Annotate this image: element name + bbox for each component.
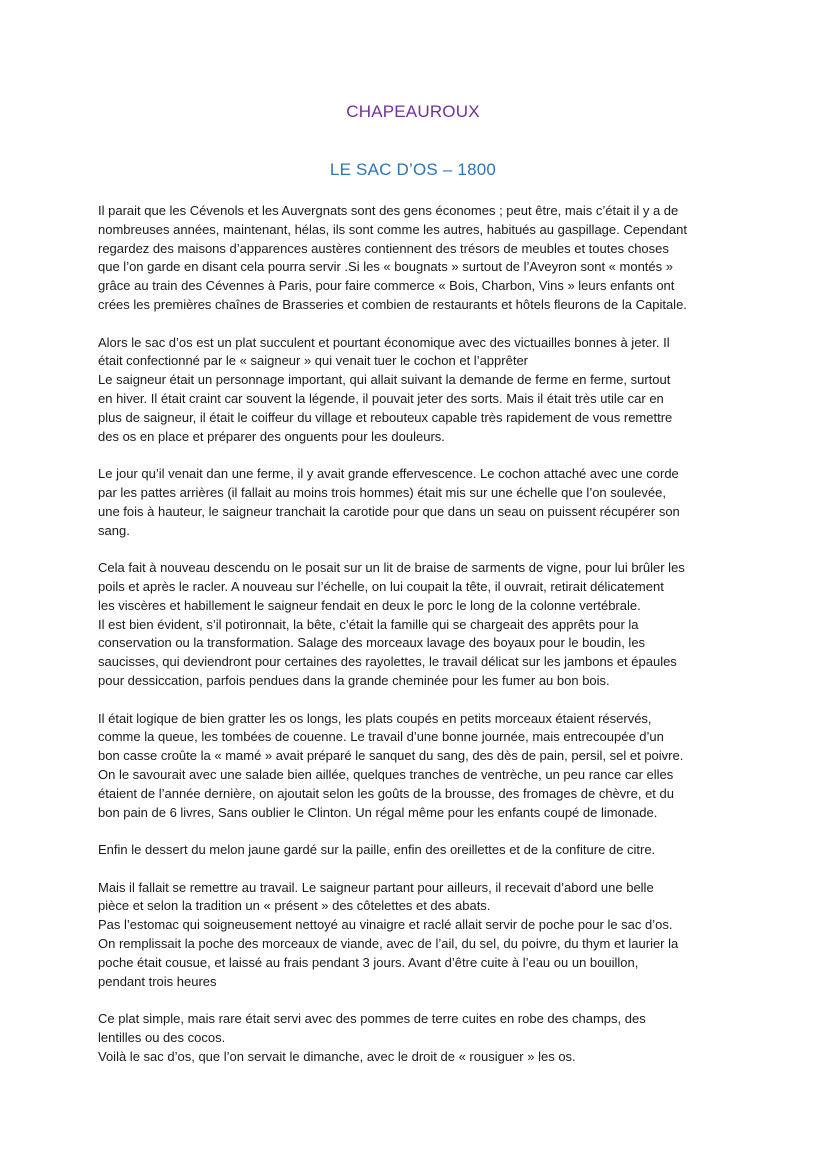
text-line: crées les premières chaînes de Brasseries et combien de restaurants et hôtels fleurons de la Capitale.	[98, 296, 687, 312]
text-line: Alors le sac d’os est un plat succulent et pourtant économique avec des victuailles bonnes à jeter. Il	[98, 334, 670, 350]
document-title: CHAPEAUROUX	[346, 102, 480, 121]
text-line: bon casse croûte la « mamé » avait préparé le sanquet du sang, des dès de pain, persil, sel et poivre.	[98, 748, 684, 764]
paragraph	[98, 202, 738, 315]
document-body	[98, 202, 738, 1085]
text-line: grâce au train des Cévennes à Paris, pour faire commerce « Bois, Charbon, Vins » leurs enfants ont	[98, 278, 675, 294]
text-line: On le savourait avec une salade bien aillée, quelques tranches de ventrèche, un peu rance car elles	[98, 766, 674, 782]
text-line: nombreuses années, maintenant, hélas, ils sont comme les autres, habitués au gaspillage. Cependant	[98, 221, 687, 237]
text-line: bon pain de 6 livres, Sans oublier le Clinton. Un régal même pour les enfants coupé de limonade.	[98, 804, 658, 820]
paragraph	[98, 710, 738, 823]
text-line: Le saigneur était un personnage important, qui allait suivant la demande de ferme en ferme, surtout	[98, 372, 671, 388]
text-line: en hiver. Il était craint car souvent la légende, il pouvait jeter des sorts. Mais il était très utile car en	[98, 390, 664, 406]
text-line: les viscères et habillement le saigneur fendait en deux le porc le long de la colonne vertébrale.	[98, 597, 641, 613]
text-line: On remplissait la poche des morceaux de viande, avec de l’ail, du sel, du poivre, du thym et laurier la	[98, 936, 679, 952]
paragraph	[98, 1010, 738, 1066]
text-line: Cela fait à nouveau descendu on le posait sur un lit de braise de sarments de vigne, pour lui brûler les	[98, 560, 685, 576]
text-line: Il est bien évident, s’il potironnait, la bête, c’était la famille qui se chargeait des apprêts pour la	[98, 616, 639, 632]
text-line: une fois à hauteur, le saigneur tranchait la carotide pour que dans un seau on puissent récupérer son	[98, 503, 680, 519]
text-line: Enfin le dessert du melon jaune gardé sur la paille, enfin des oreillettes et de la confiture de citre.	[98, 842, 656, 858]
paragraph	[98, 559, 738, 691]
paragraph	[98, 465, 738, 540]
text-line: des os en place et préparer des onguents pour les douleurs.	[98, 428, 445, 444]
text-line: conservation ou la transformation. Salage des morceaux lavage des boyaux pour le boudin, les	[98, 635, 646, 651]
text-line: par les pattes arrières (il fallait au moins trois hommes) était mis sur une échelle que l’on soulevée,	[98, 484, 666, 500]
text-line: Il était logique de bien gratter les os longs, les plats coupés en petits morceaux étaient réservés,	[98, 710, 652, 726]
text-line: plus de saigneur, il était le coiffeur du village et rebouteux capable très rapidement de vous remettre	[98, 409, 673, 425]
document-subtitle: LE SAC D’OS – 1800	[329, 160, 497, 179]
text-line: saucisses, qui deviendront pour certaines des rayolettes, le travail délicat sur les jambons et épaules	[98, 654, 677, 670]
text-line: Le jour qu’il venait dan une ferme, il y avait grande effervescence. Le cochon attaché avec une corde	[98, 466, 679, 482]
text-line: Voilà le sac d’os, que l’on servait le dimanche, avec le droit de « rousiguer » les os.	[98, 1048, 576, 1064]
text-line: lentilles ou des cocos.	[98, 1030, 226, 1046]
text-line: Pas l’estomac qui soigneusement nettoyé au vinaigre et raclé allait servir de poche pour le sac d’os.	[98, 917, 673, 933]
paragraph	[98, 879, 738, 992]
text-line: poils et après le racler. A nouveau sur l’échelle, on lui coupait la tête, il ouvrait, retirait délicatement	[98, 578, 664, 594]
paragraph	[98, 841, 738, 860]
text-line: que l’on garde en disant cela pourra servir .Si les « bougnats » surtout de l’Aveyron sont « montés »	[98, 259, 673, 275]
text-line: pièce et selon la tradition un « présent » des côtelettes et des abats.	[98, 898, 491, 914]
text-line: sang.	[98, 522, 130, 538]
text-line: Il parait que les Cévenols et les Auvergnats sont des gens économes ; peut être, mais c’était il y a de	[98, 203, 679, 218]
text-line: comme la queue, les tombées de couenne. Le travail d’une bonne journée, mais entrecoupée d’un	[98, 729, 664, 745]
text-line: regardez des maisons d’apparences austères contiennent des trésors de meubles et toutes choses	[98, 240, 669, 256]
text-line: Ce plat simple, mais rare était servi avec des pommes de terre cuites en robe des champs, des	[98, 1011, 646, 1027]
text-line: étaient de l’année dernière, on ajoutait selon les goûts de la brousse, des fromages de chèvre, et du	[98, 785, 674, 801]
paragraph	[98, 334, 738, 447]
text-line: pour dessiccation, parfois pendues dans la grande cheminée pour les fumer au bon bois.	[98, 672, 610, 688]
text-line: poche était cousue, et laissé au frais pendant 3 jours. Avant d’être cuite à l’eau ou un bouillon,	[98, 954, 639, 970]
text-line: était confectionné par le « saigneur » qui venait tuer le cochon et l’apprêter	[98, 353, 528, 369]
text-line: pendant trois heures	[98, 973, 217, 989]
text-line: Mais il fallait se remettre au travail. Le saigneur partant pour ailleurs, il recevait d’abord une belle	[98, 879, 654, 895]
